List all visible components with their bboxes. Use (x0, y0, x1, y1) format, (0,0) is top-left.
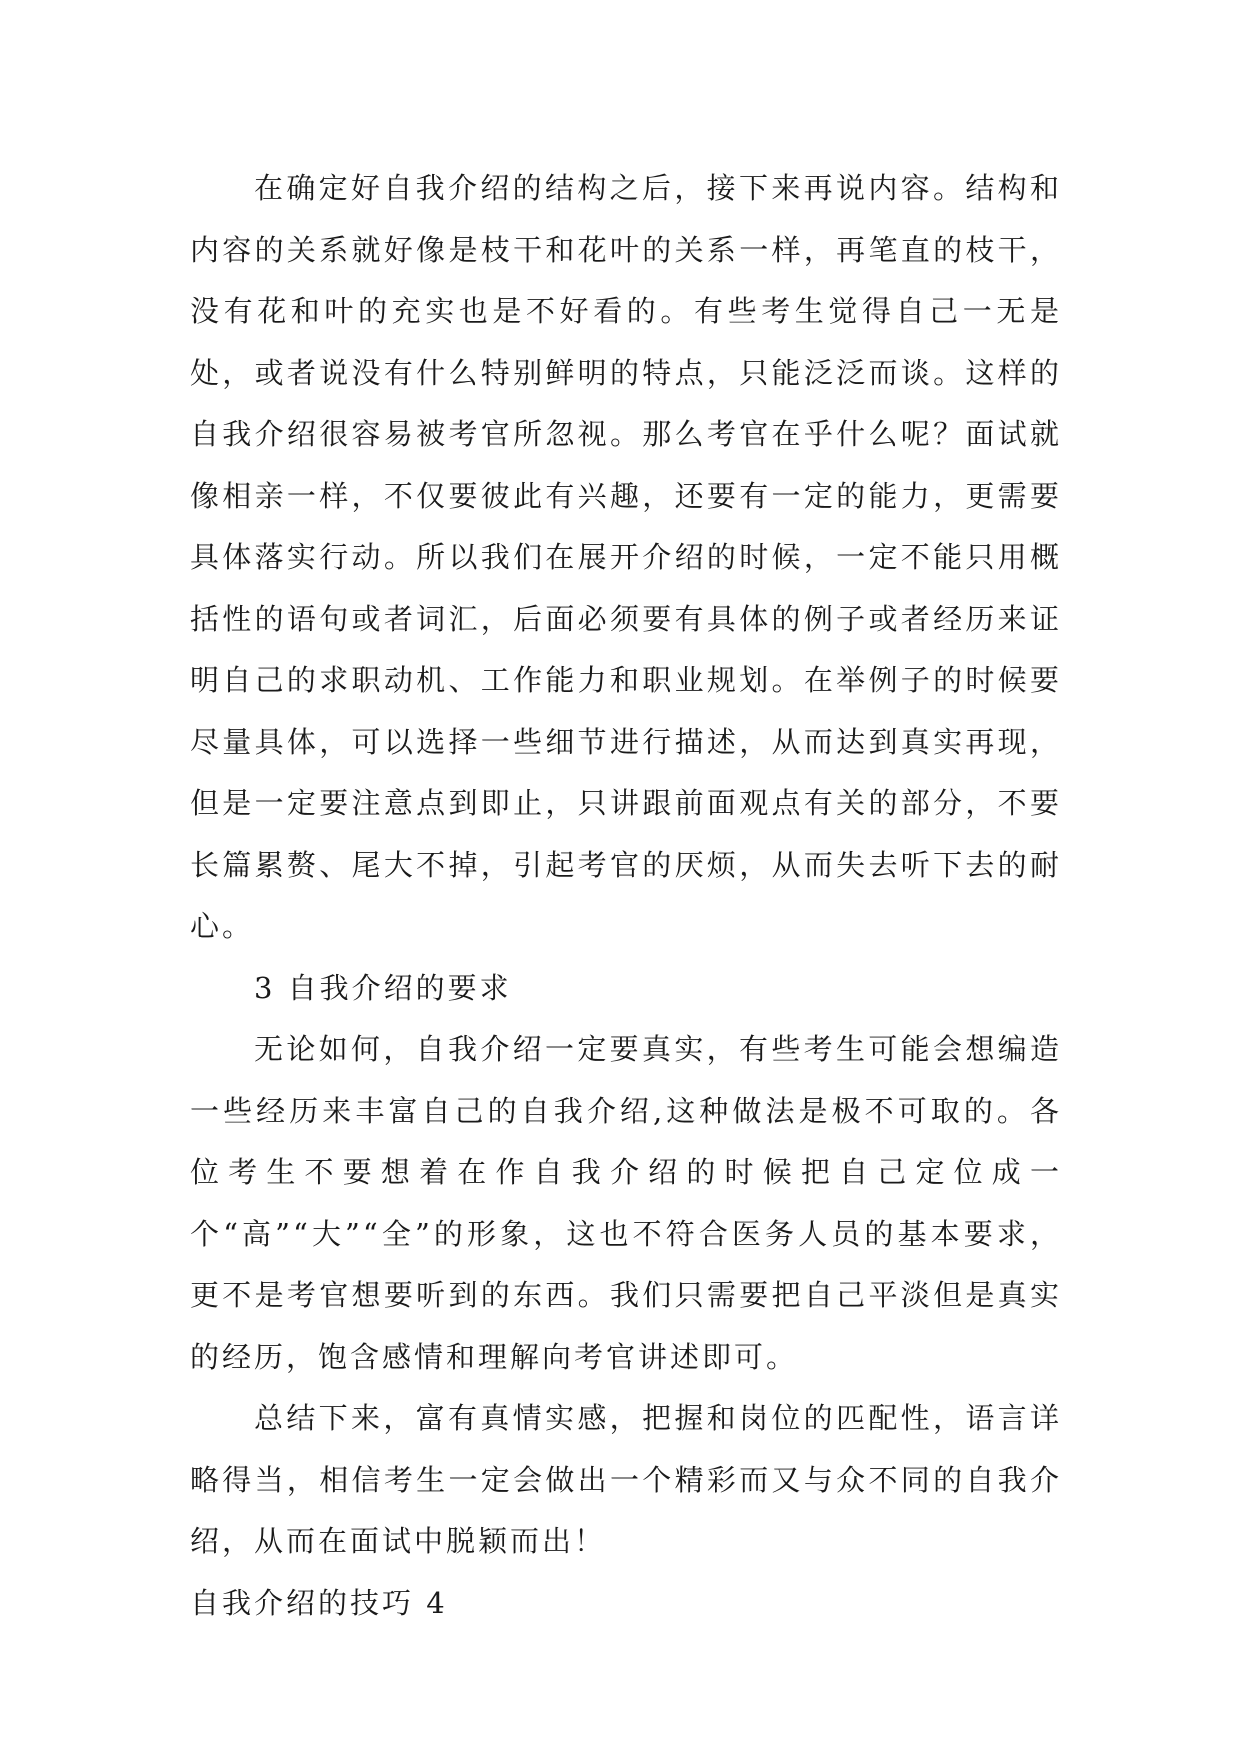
paragraph-authenticity: 无论如何，自我介绍一定要真实，有些考生可能会想编造一些经历来丰富自己的自我介绍,这种做法是极不可取的。各位考生不要想着在作自我介绍的时候把自己定位成一个“高”“大”“全”的形象，这也不符合医务人员的基本要求，更不是考官想要听到的东西。我们只需要把自己平淡但是真实的经历，饱含感情和理解向考官讲述即可。 (190, 1032, 1062, 1374)
document-body (190, 158, 1062, 1634)
section-title-tips-4: 自我介绍的技巧 4 (190, 1585, 448, 1620)
section-heading-requirements: 3 自我介绍的要求 (254, 970, 512, 1005)
paragraph-summary: 总结下来，富有真情实感，把握和岗位的匹配性，语言详略得当，相信考生一定会做出一个精彩而又与众不同的自我介绍，从而在面试中脱颖而出！ (190, 1401, 1062, 1558)
paragraph-content-structure: 在确定好自我介绍的结构之后，接下来再说内容。结构和内容的关系就好像是枝干和花叶的关系一样，再笔直的枝干，没有花和叶的充实也是不好看的。有些考生觉得自己一无是处，或者说没有什么特别鲜明的特点，只能泛泛而谈。这样的自我介绍很容易被考官所忽视。那么考官在乎什么呢？面试就像相亲一样，不仅要彼此有兴趣，还要有一定的能力，更需要具体落实行动。所以我们在展开介绍的时候，一定不能只用概括性的语句或者词汇，后面必须要有具体的例子或者经历来证明自己的求职动机、工作能力和职业规划。在举例子的时候要尽量具体，可以选择一些细节进行描述，从而达到真实再现，但是一定要注意点到即止，只讲跟前面观点有关的部分，不要长篇累赘、尾大不掉，引起考官的厌烦，从而失去听下去的耐心。 (190, 171, 1062, 943)
